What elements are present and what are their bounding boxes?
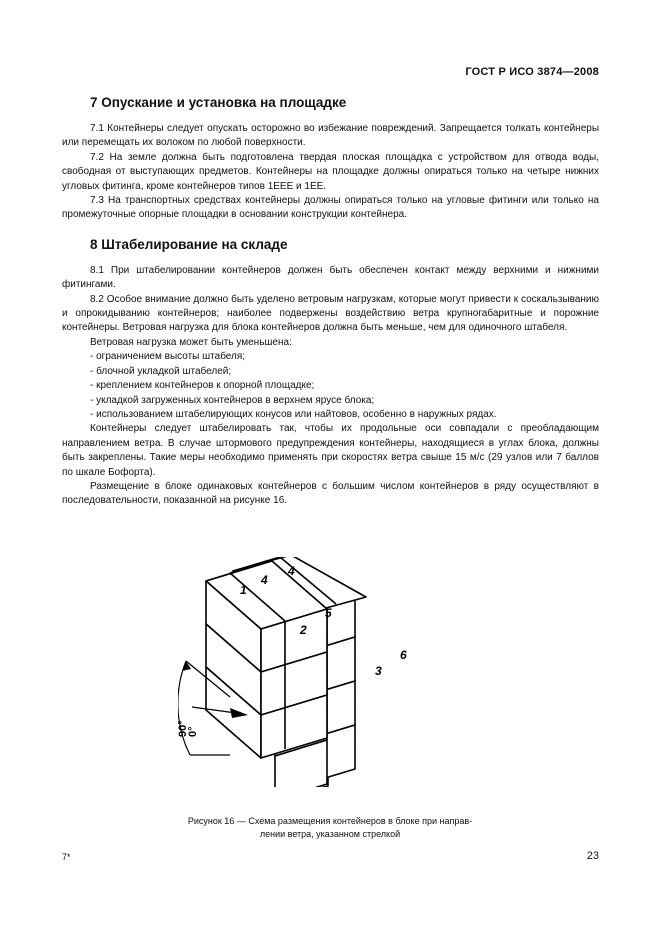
page-number: 23 bbox=[586, 850, 599, 862]
paragraph-8-2: 8.2 Особое внимание должно быть уделено ветровым нагрузкам, которые могут привести к соскальзыванию и опрокидыванию контейнеров; наиболее подвержены воздействию ветра крупногабаритные и порожние контейнеры. Ветровая нагрузка для блока контейнеров должна быть меньше, чем для одиночного штабеля. bbox=[62, 293, 599, 334]
caption-line-2: лении ветра, указанном стрелкой bbox=[259, 829, 401, 839]
paragraph-7-1: 7.1 Контейнеры следует опускать осторожно во избежание повреждений. Запрещается толкать контейнеры или перемещать их волоком по любой поверхности. bbox=[62, 123, 599, 149]
container-stack-diagram bbox=[178, 557, 478, 787]
paragraph-wind-intro: Ветровая нагрузка может быть уменьшена: bbox=[90, 336, 292, 348]
list-item: - креплением контейнеров к опорной площадке; bbox=[90, 380, 315, 392]
list-item: - укладкой загруженных контейнеров в верхнем ярусе блока; bbox=[90, 394, 375, 406]
container-label-3: 3 bbox=[375, 664, 382, 678]
figure-caption bbox=[180, 815, 480, 841]
container-label-4: 4 bbox=[261, 573, 268, 587]
angle-label-zero: 0° bbox=[187, 726, 199, 737]
paragraph-7-2: 7.2 На земле должна быть подготовлена твердая плоская площадка с устройством для отвода воды, свободная от выступающих предметов. Контейнеры на площадке должны опираться только на четыре нижних угловых фитинга, кроме контейнеров типов 1EEE и 1EE. bbox=[62, 151, 599, 192]
footer-mark: 7* bbox=[62, 852, 71, 862]
paragraph-7-3: 7.3 На транспортных средствах контейнеры должны опираться только на угловые фитинги или только на промежуточные опорные площадки в основании конструкции контейнера. bbox=[62, 195, 599, 221]
document-header: ГОСТ Р ИСО 3874—2008 bbox=[465, 66, 599, 78]
container-label-4b: 4 bbox=[288, 564, 295, 578]
section-8-title: 8 Штабелирование на складе bbox=[90, 236, 288, 252]
container-label-1: 1 bbox=[240, 583, 247, 597]
paragraph-placement-order: Размещение в блоке одинаковых контейнеров с большим числом контейнеров в ряду осуществляют в последовательности, показанной на рисунке 16. bbox=[62, 480, 599, 507]
paragraph-stacking-direction: Контейнеры следует штабелировать так, чтобы их продольные оси совпадали с преобладающим направлением ветра. В случае штормового предупреждения контейнеры, находящиеся в углах блока, должны быть закреплены. Такие меры необходимо применять при скоростях ветра свыше 15 м/с (29 узлов или 7 баллов по шкале Бофорта). bbox=[62, 423, 599, 478]
container-label-6: 6 bbox=[400, 648, 407, 662]
caption-line-1: Рисунок 16 — Схема размещения контейнеров в блоке при направ- bbox=[187, 816, 473, 826]
container-label-2: 2 bbox=[300, 623, 307, 637]
page-content bbox=[62, 95, 599, 509]
angle-label: 90° bbox=[178, 720, 189, 737]
arc-arrowhead-icon bbox=[182, 661, 191, 671]
section-7-title: 7 Опускание и установка на площадке bbox=[90, 95, 347, 110]
list-item: - блочной укладкой штабелей; bbox=[90, 365, 232, 377]
paragraph-8-1: 8.1 При штабелировании контейнеров должен быть обеспечен контакт между верхними и нижними фитингами. bbox=[62, 264, 599, 291]
figure-16 bbox=[178, 557, 478, 787]
container-label-5: 5 bbox=[325, 606, 332, 620]
list-item: - ограничением высоты штабеля; bbox=[90, 351, 246, 363]
list-item: - использованием штабелирующих конусов или найтовов, особенно в наружных рядах. bbox=[90, 408, 497, 420]
